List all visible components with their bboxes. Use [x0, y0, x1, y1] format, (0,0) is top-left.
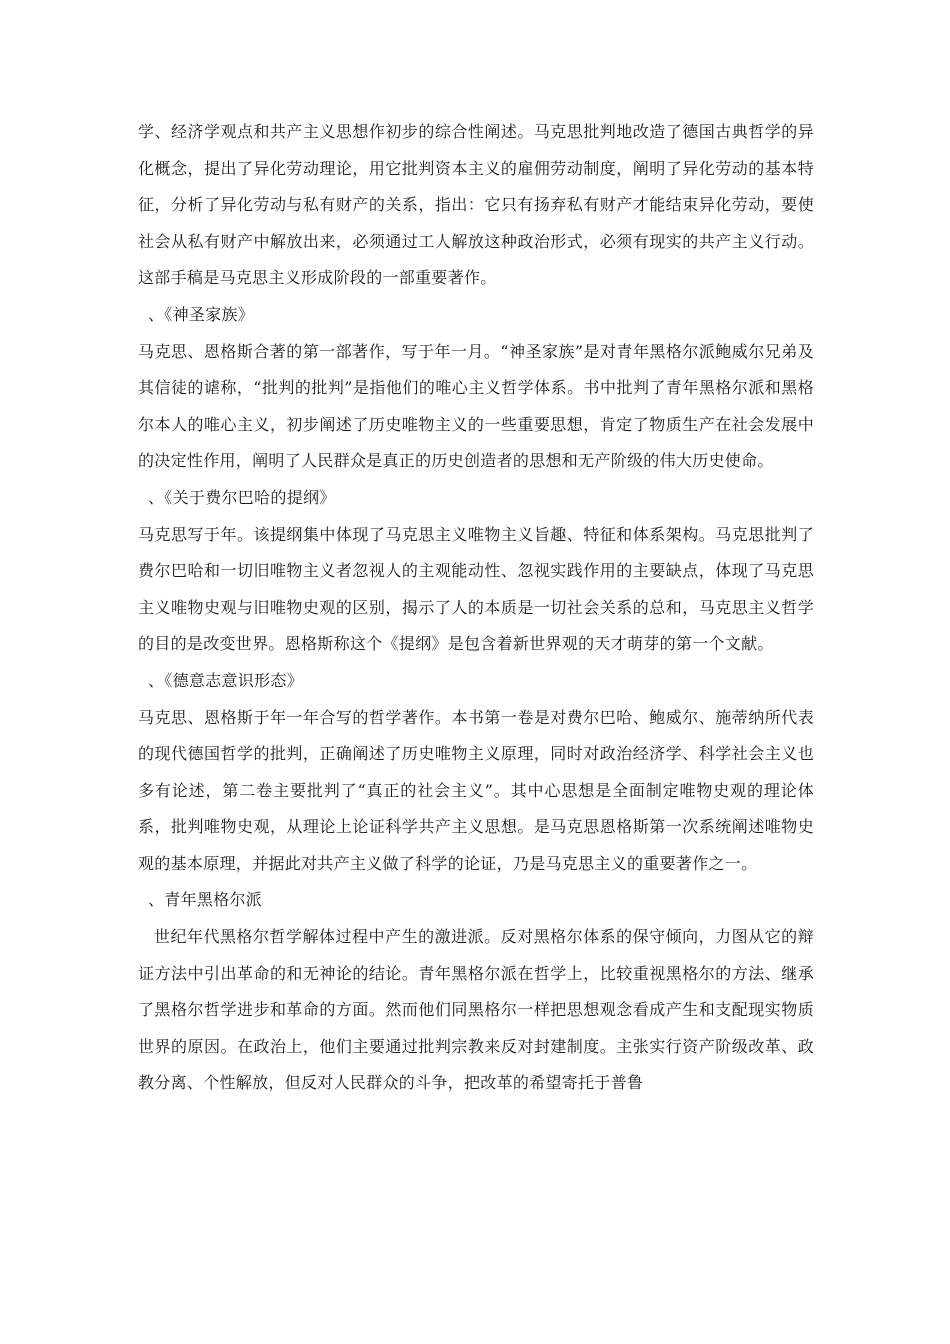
section-heading-holy-family: 、《神圣家族》 [148, 304, 255, 324]
section-heading-german-ideology: 、《德意志意识形态》 [148, 670, 304, 690]
paragraph-theses-feuerbach: 马克思写于年。该提纲集中体现了马克思主义唯物主义旨趣、特征和体系架构。马克思批判了费尔巴哈和一切旧唯物主义者忽视人的主观能动性、忽视实践作用的主要缺点，体现了马克思主义唯物史观与旧唯物史观的区别，揭示了人的本质是一切社会关系的总和，马克思主义哲学的目的是改变世界。恩格斯称这个《提纲》是包含着新世界观的天才萌芽的第一个文献。 [138, 524, 814, 654]
paragraph-holy-family: 马克思、恩格斯合著的第一部著作，写于年一月。“神圣家族”是对青年黑格尔派鲍威尔兄弟及其信徒的谑称，“批判的批判”是指他们的唯心主义哲学体系。书中批判了青年黑格尔派和黑格尔本人的唯心主义，初步阐述了历史唯物主义的一些重要思想，肯定了物质生产在社会发展中的决定性作用，阐明了人民群众是真正的历史创造者的思想和无产阶级的伟大历史使命。 [138, 341, 814, 471]
paragraph-german-ideology: 马克思、恩格斯于年一年合写的哲学著作。本书第一卷是对费尔巴哈、鲍威尔、施蒂纳所代表的现代德国哲学的批判，正确阐述了历史唯物主义原理，同时对政治经济学、科学社会主义也多有论述，第二卷主要批判了“真正的社会主义”。其中心思想是全面制定唯物史观的理论体系，批判唯物史观，从理论上论证科学共产主义思想。是马克思恩格斯第一次系统阐述唯物史观的基本原理，并据此对共产主义做了科学的论证，乃是马克思主义的重要著作之一。 [138, 707, 814, 873]
section-heading-theses-feuerbach: 、《关于费尔巴哈的提纲》 [148, 487, 336, 507]
paragraph-young-hegelians: 世纪年代黑格尔哲学解体过程中产生的激进派。反对黑格尔体系的保守倾向，力图从它的辩证方法中引出革命的和无神论的结论。青年黑格尔派在哲学上，比较重视黑格尔的方法、继承了黑格尔哲学进步和革命的方面。然而他们同黑格尔一样把思想观念看成产生和支配现实物质世界的原因。在政治上，他们主要通过批判宗教来反对封建制度。主张实行资产阶级改革、政教分离、个性解放，但反对人民群众的斗争，把改革的希望寄托于普鲁 [138, 927, 814, 1093]
paragraph-intro: 学、经济学观点和共产主义思想作初步的综合性阐述。马克思批判地改造了德国古典哲学的异化概念，提出了异化劳动理论，用它批判资本主义的雇佣劳动制度，阐明了异化劳动的基本特征，分析了异化劳动与私有财产的关系，指出：它只有扬弃私有财产才能结束异化劳动，要使社会从私有财产中解放出来，必须通过工人解放这种政治形式，必须有现实的共产主义行动。这部手稿是马克思主义形成阶段的一部重要著作。 [138, 122, 814, 288]
section-heading-young-hegelians: 、青年黑格尔派 [148, 890, 263, 910]
document-body [138, 114, 814, 1102]
